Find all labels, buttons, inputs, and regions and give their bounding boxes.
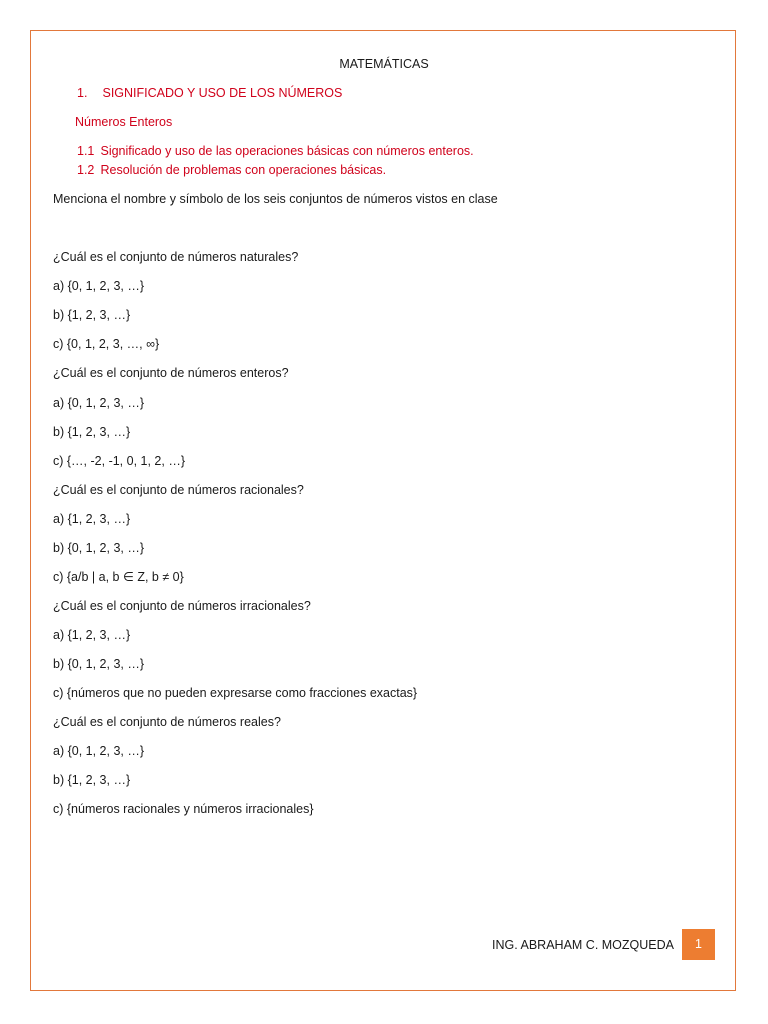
answer-option: b) {0, 1, 2, 3, …} [53, 657, 145, 671]
question-text: ¿Cuál es el conjunto de números enteros? [53, 366, 289, 380]
subsection-item [77, 162, 386, 178]
subsection-text: Resolución de problemas con operaciones básicas. [100, 163, 387, 177]
answer-option: a) {1, 2, 3, …} [53, 512, 131, 526]
subsection-item [77, 143, 474, 159]
answer-option: a) {0, 1, 2, 3, …} [53, 396, 145, 410]
section-heading [77, 85, 342, 101]
answer-option: b) {1, 2, 3, …} [53, 308, 131, 322]
answer-option: a) {0, 1, 2, 3, …} [53, 744, 145, 758]
answer-option: a) {1, 2, 3, …} [53, 628, 131, 642]
section-title: SIGNIFICADO Y USO DE LOS NÚMEROS [102, 86, 343, 100]
answer-option: b) {1, 2, 3, …} [53, 425, 131, 439]
question-text: ¿Cuál es el conjunto de números irracionales? [53, 599, 311, 613]
answer-option: c) {a/b | a, b ∈ Z, b ≠ 0} [53, 570, 184, 584]
page-title: MATEMÁTICAS [339, 57, 429, 71]
answer-option: c) {números racionales y números irracionales} [53, 802, 314, 816]
question-text: ¿Cuál es el conjunto de números naturales? [53, 250, 299, 264]
subsection-text: Significado y uso de las operaciones básicas con números enteros. [100, 144, 474, 158]
answer-option: b) {0, 1, 2, 3, …} [53, 541, 145, 555]
section-number: 1. [77, 86, 88, 100]
answer-option: b) {1, 2, 3, …} [53, 773, 131, 787]
answer-option: a) {0, 1, 2, 3, …} [53, 279, 145, 293]
instruction-text: Menciona el nombre y símbolo de los seis conjuntos de números vistos en clase [53, 192, 498, 206]
subsection-number: 1.1 [77, 144, 95, 158]
subsection-number: 1.2 [77, 163, 95, 177]
question-text: ¿Cuál es el conjunto de números racionales? [53, 483, 304, 497]
answer-option: c) {0, 1, 2, 3, …, ∞} [53, 337, 160, 351]
subtitle: Números Enteros [75, 115, 173, 129]
page-number-badge: 1 [682, 929, 715, 960]
footer-author: ING. ABRAHAM C. MOZQUEDA [492, 938, 674, 952]
question-text: ¿Cuál es el conjunto de números reales? [53, 715, 281, 729]
answer-option: c) {números que no pueden expresarse como fracciones exactas} [53, 686, 418, 700]
answer-option: c) {…, -2, -1, 0, 1, 2, …} [53, 454, 185, 468]
